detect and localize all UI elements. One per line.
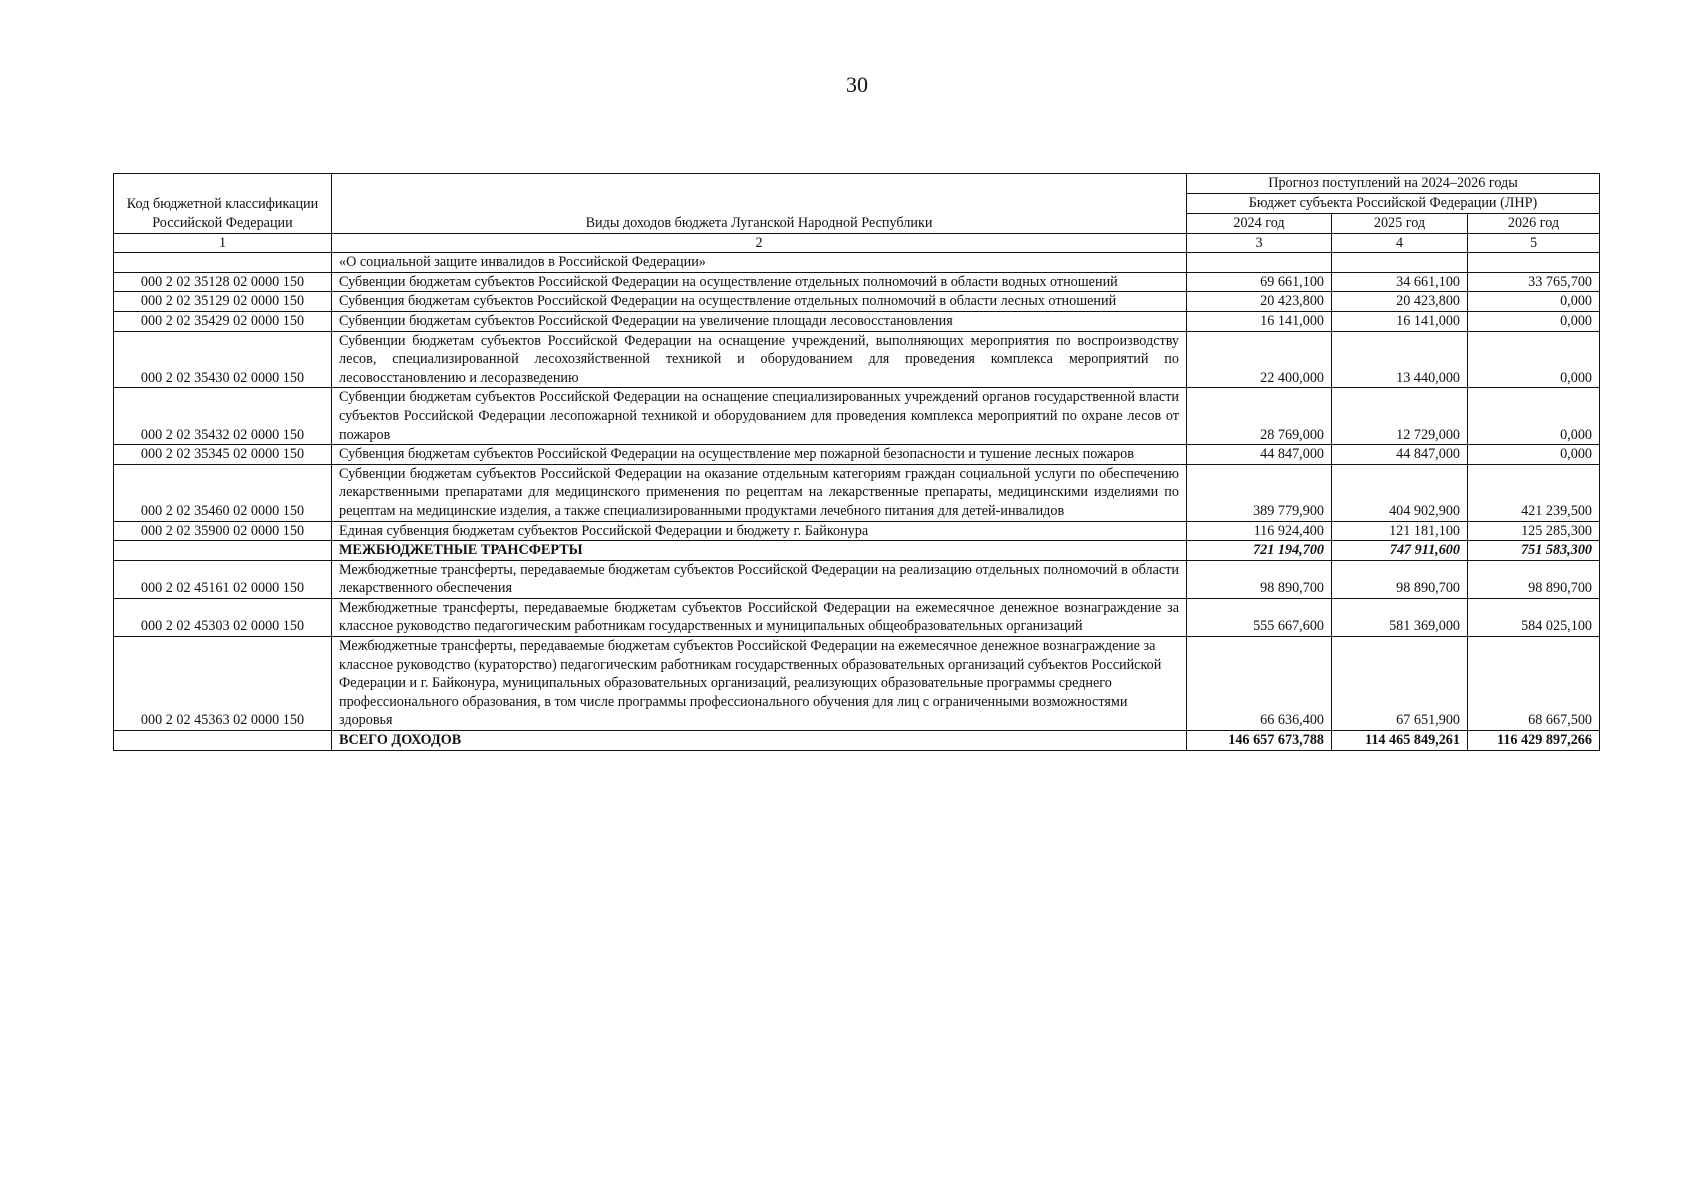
table-row xyxy=(114,253,1600,273)
budget-code-cell xyxy=(114,253,332,273)
table-row xyxy=(114,598,1600,636)
amount-2025-cell: 16 141,000 xyxy=(1332,311,1468,331)
header-code: Код бюджетной классификации Российской Федерации xyxy=(114,174,332,234)
amount-2024-cell: 66 636,400 xyxy=(1187,637,1332,731)
amount-2024-cell: 28 769,000 xyxy=(1187,388,1332,445)
revenue-description-cell: Субвенции бюджетам субъектов Российской Федерации на оснащение специализированных учреждений органов государственной власти субъектов Российской Федерации лесопожарной техникой и оборудованием для проведения комплекса мероприятий по охране лесов от пожаров xyxy=(332,388,1187,445)
amount-2026-cell: 0,000 xyxy=(1468,445,1600,465)
amount-2026-cell: 33 765,700 xyxy=(1468,272,1600,292)
amount-2025-cell: 20 423,800 xyxy=(1332,292,1468,312)
budget-code-cell: 000 2 02 45303 02 0000 150 xyxy=(114,598,332,636)
budget-code-cell: 000 2 02 35128 02 0000 150 xyxy=(114,272,332,292)
amount-2025-cell: 13 440,000 xyxy=(1332,331,1468,388)
header-year-2024: 2024 год xyxy=(1187,214,1332,234)
amount-2026-cell: 116 429 897,266 xyxy=(1468,731,1600,751)
column-number: 5 xyxy=(1468,233,1600,253)
header-forecast: Прогноз поступлений на 2024–2026 годы xyxy=(1187,174,1600,194)
column-number: 4 xyxy=(1332,233,1468,253)
total-row xyxy=(114,731,1600,751)
amount-2026-cell: 751 583,300 xyxy=(1468,541,1600,561)
revenue-description-cell: Межбюджетные трансферты, передаваемые бюджетам субъектов Российской Федерации на реализацию отдельных полномочий в области лекарственного обеспечения xyxy=(332,560,1187,598)
revenue-description-cell: Субвенции бюджетам субъектов Российской Федерации на осуществление отдельных полномочий в области водных отношений xyxy=(332,272,1187,292)
budget-code-cell xyxy=(114,541,332,561)
revenue-description-cell: Межбюджетные трансферты, передаваемые бюджетам субъектов Российской Федерации на ежемесячное денежное вознаграждение за классное руководство (кураторство) педагогическим работникам государственных образовательных организаций субъектов Российской Федерации и г. Байконура, муниципальных образовательных организаций, реализующих образовательные программы среднего профессионального образования, в том числе программы профессионального обучения для лиц с ограниченными возможностями здоровья xyxy=(332,637,1187,731)
table-row xyxy=(114,388,1600,445)
table-row xyxy=(114,311,1600,331)
amount-2025-cell: 34 661,100 xyxy=(1332,272,1468,292)
amount-2024-cell xyxy=(1187,253,1332,273)
header-year-2025: 2025 год xyxy=(1332,214,1468,234)
table-header xyxy=(114,174,1600,253)
revenue-description-cell: Единая субвенция бюджетам субъектов Российской Федерации и бюджету г. Байконура xyxy=(332,521,1187,541)
amount-2024-cell: 389 779,900 xyxy=(1187,464,1332,521)
amount-2026-cell: 125 285,300 xyxy=(1468,521,1600,541)
section-row xyxy=(114,541,1600,561)
amount-2026-cell: 0,000 xyxy=(1468,331,1600,388)
revenue-description-cell: Субвенции бюджетам субъектов Российской Федерации на оснащение учреждений, выполняющих мероприятия по воспроизводству лесов, специализированной лесохозяйственной техникой и оборудованием для проведения комплекса мероприятий по лесовосстановлению и лесоразведению xyxy=(332,331,1187,388)
table-row xyxy=(114,637,1600,731)
column-number: 3 xyxy=(1187,233,1332,253)
table-row xyxy=(114,272,1600,292)
amount-2024-cell: 721 194,700 xyxy=(1187,541,1332,561)
amount-2025-cell xyxy=(1332,253,1468,273)
amount-2025-cell: 98 890,700 xyxy=(1332,560,1468,598)
amount-2024-cell: 69 661,100 xyxy=(1187,272,1332,292)
budget-code-cell: 000 2 02 35432 02 0000 150 xyxy=(114,388,332,445)
amount-2026-cell: 98 890,700 xyxy=(1468,560,1600,598)
budget-code-cell: 000 2 02 35900 02 0000 150 xyxy=(114,521,332,541)
amount-2025-cell: 44 847,000 xyxy=(1332,445,1468,465)
budget-code-cell: 000 2 02 35129 02 0000 150 xyxy=(114,292,332,312)
amount-2026-cell: 0,000 xyxy=(1468,292,1600,312)
budget-code-cell: 000 2 02 45161 02 0000 150 xyxy=(114,560,332,598)
revenue-description-cell: ВСЕГО ДОХОДОВ xyxy=(332,731,1187,751)
budget-code-cell xyxy=(114,731,332,751)
revenue-description-cell: «О социальной защите инвалидов в Российской Федерации» xyxy=(332,253,1187,273)
amount-2026-cell: 421 239,500 xyxy=(1468,464,1600,521)
amount-2025-cell: 581 369,000 xyxy=(1332,598,1468,636)
revenue-description-cell: Субвенции бюджетам субъектов Российской Федерации на оказание отдельным категориям граждан социальной услуги по обеспечению лекарственными препаратами для медицинского применения по рецептам на лекарственные препараты, медицинскими изделиями по рецептам на медицинские изделия, а также специализированными продуктами лечебного питания для детей-инвалидов xyxy=(332,464,1187,521)
table-row xyxy=(114,464,1600,521)
revenue-description-cell: МЕЖБЮДЖЕТНЫЕ ТРАНСФЕРТЫ xyxy=(332,541,1187,561)
revenue-description-cell: Субвенция бюджетам субъектов Российской Федерации на осуществление мер пожарной безопасности и тушение лесных пожаров xyxy=(332,445,1187,465)
budget-code-cell: 000 2 02 45363 02 0000 150 xyxy=(114,637,332,731)
table-row xyxy=(114,521,1600,541)
budget-code-cell: 000 2 02 35430 02 0000 150 xyxy=(114,331,332,388)
amount-2024-cell: 555 667,600 xyxy=(1187,598,1332,636)
table-row xyxy=(114,331,1600,388)
revenue-description-cell: Субвенции бюджетам субъектов Российской Федерации на увеличение площади лесовосстановления xyxy=(332,311,1187,331)
amount-2025-cell: 67 651,900 xyxy=(1332,637,1468,731)
amount-2024-cell: 22 400,000 xyxy=(1187,331,1332,388)
column-number: 2 xyxy=(332,233,1187,253)
amount-2026-cell: 0,000 xyxy=(1468,311,1600,331)
budget-code-cell: 000 2 02 35460 02 0000 150 xyxy=(114,464,332,521)
budget-code-cell: 000 2 02 35429 02 0000 150 xyxy=(114,311,332,331)
amount-2024-cell: 16 141,000 xyxy=(1187,311,1332,331)
amount-2025-cell: 12 729,000 xyxy=(1332,388,1468,445)
amount-2024-cell: 98 890,700 xyxy=(1187,560,1332,598)
revenue-description-cell: Субвенция бюджетам субъектов Российской Федерации на осуществление отдельных полномочий в области лесных отношений xyxy=(332,292,1187,312)
amount-2025-cell: 747 911,600 xyxy=(1332,541,1468,561)
amount-2024-cell: 116 924,400 xyxy=(1187,521,1332,541)
header-year-2026: 2026 год xyxy=(1468,214,1600,234)
budget-code-cell: 000 2 02 35345 02 0000 150 xyxy=(114,445,332,465)
column-number-row xyxy=(114,233,1600,253)
header-budget: Бюджет субъекта Российской Федерации (ЛНР) xyxy=(1187,194,1600,214)
amount-2024-cell: 20 423,800 xyxy=(1187,292,1332,312)
page-number: 30 xyxy=(846,72,868,97)
amount-2026-cell: 68 667,500 xyxy=(1468,637,1600,731)
amount-2026-cell: 584 025,100 xyxy=(1468,598,1600,636)
revenue-table xyxy=(113,173,1600,751)
column-number: 1 xyxy=(114,233,332,253)
amount-2026-cell: 0,000 xyxy=(1468,388,1600,445)
amount-2024-cell: 44 847,000 xyxy=(1187,445,1332,465)
amount-2025-cell: 404 902,900 xyxy=(1332,464,1468,521)
table-row xyxy=(114,560,1600,598)
table-row xyxy=(114,292,1600,312)
revenue-description-cell: Межбюджетные трансферты, передаваемые бюджетам субъектов Российской Федерации на ежемесячное денежное вознаграждение за классное руководство педагогическим работникам государственных и муниципальных общеобразовательных организаций xyxy=(332,598,1187,636)
table-body xyxy=(114,253,1600,750)
header-kind: Виды доходов бюджета Луганской Народной Республики xyxy=(332,174,1187,234)
amount-2025-cell: 114 465 849,261 xyxy=(1332,731,1468,751)
table-row xyxy=(114,445,1600,465)
amount-2025-cell: 121 181,100 xyxy=(1332,521,1468,541)
amount-2026-cell xyxy=(1468,253,1600,273)
amount-2024-cell: 146 657 673,788 xyxy=(1187,731,1332,751)
